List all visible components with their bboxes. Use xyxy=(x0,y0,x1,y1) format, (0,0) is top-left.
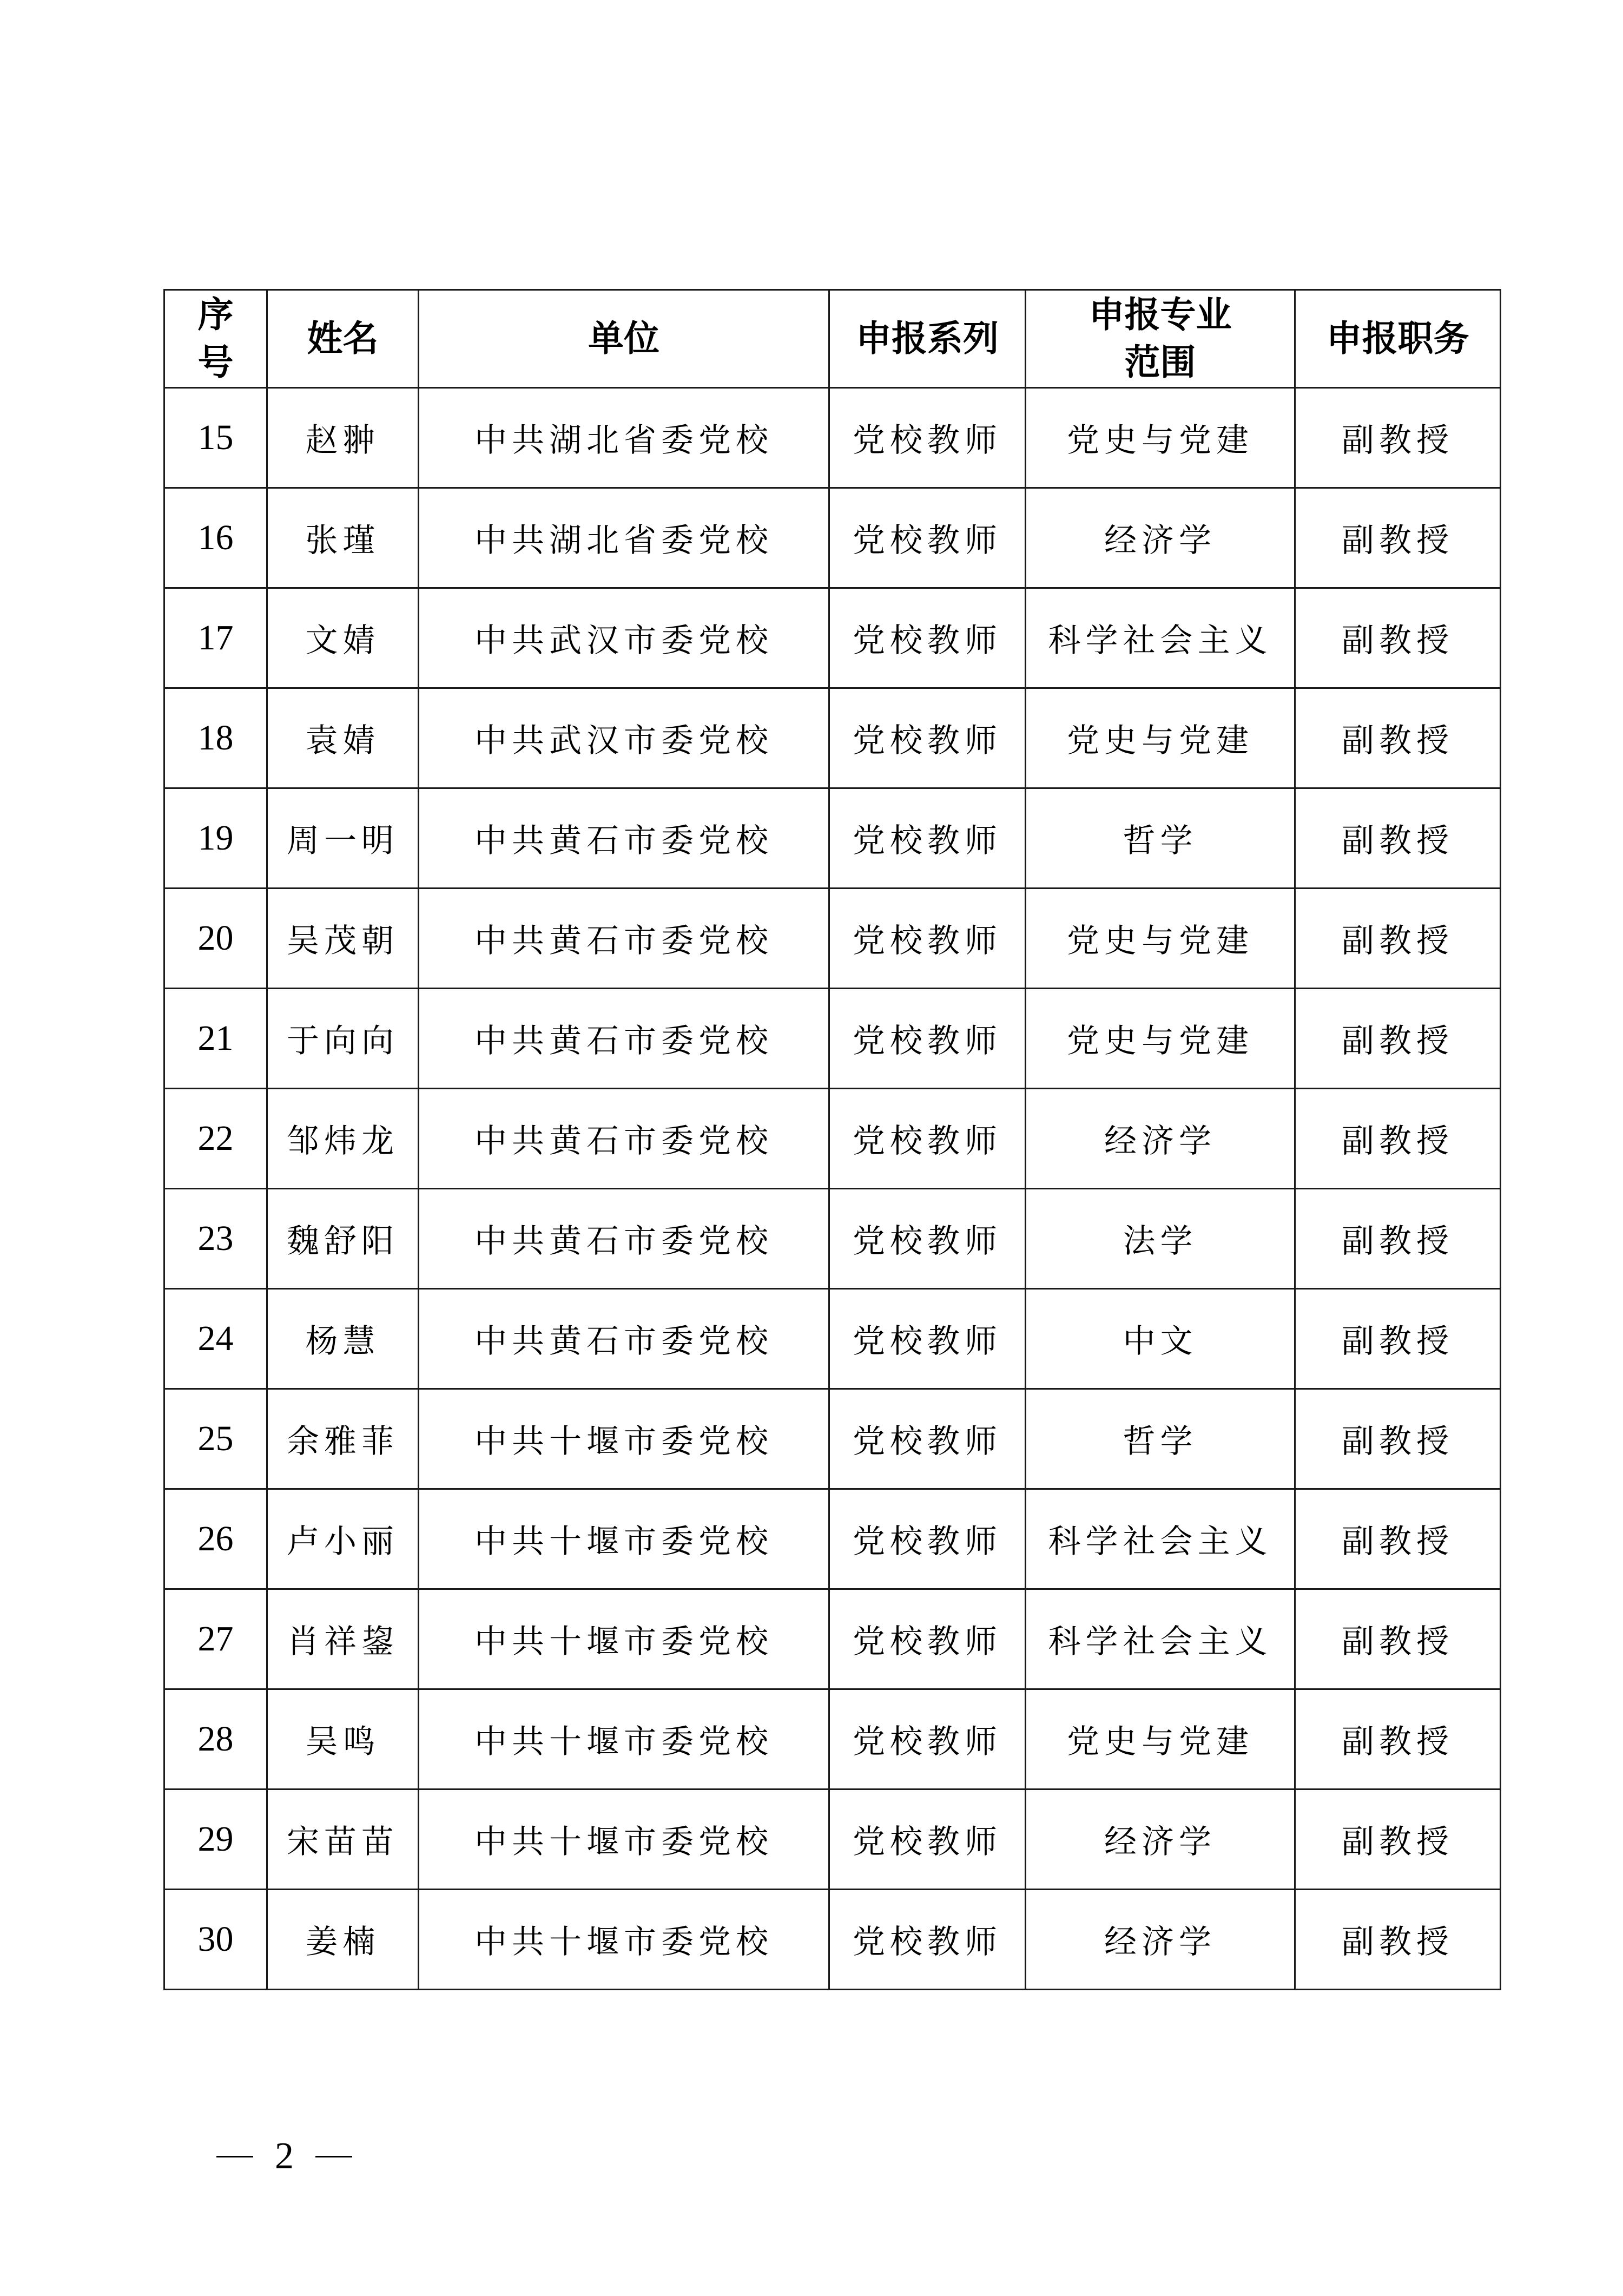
cell-name: 宋苗苗 xyxy=(267,1790,419,1890)
cell-title: 副教授 xyxy=(1295,989,1501,1089)
cell-series: 党校教师 xyxy=(829,1890,1026,1990)
cell-specialty: 哲学 xyxy=(1026,788,1295,889)
cell-seq: 20 xyxy=(164,889,267,989)
cell-title: 副教授 xyxy=(1295,388,1501,488)
cell-unit: 中共湖北省委党校 xyxy=(419,388,829,488)
cell-unit: 中共十堰市委党校 xyxy=(419,1689,829,1790)
cell-title: 副教授 xyxy=(1295,1589,1501,1689)
header-seq: 序 号 xyxy=(164,290,267,388)
cell-name: 文婧 xyxy=(267,588,419,688)
cell-name: 于向向 xyxy=(267,989,419,1089)
cell-specialty: 党史与党建 xyxy=(1026,688,1295,788)
cell-seq: 24 xyxy=(164,1289,267,1389)
table-row xyxy=(164,1790,1501,1890)
table-row xyxy=(164,1289,1501,1389)
cell-specialty: 科学社会主义 xyxy=(1026,1589,1295,1689)
cell-specialty: 党史与党建 xyxy=(1026,388,1295,488)
cell-title: 副教授 xyxy=(1295,1489,1501,1589)
cell-series: 党校教师 xyxy=(829,488,1026,588)
cell-title: 副教授 xyxy=(1295,1089,1501,1189)
cell-unit: 中共黄石市委党校 xyxy=(419,989,829,1089)
cell-unit: 中共黄石市委党校 xyxy=(419,1089,829,1189)
cell-unit: 中共黄石市委党校 xyxy=(419,1189,829,1289)
table-row xyxy=(164,788,1501,889)
header-title: 申报职务 xyxy=(1295,290,1501,388)
cell-specialty: 党史与党建 xyxy=(1026,989,1295,1089)
cell-series: 党校教师 xyxy=(829,989,1026,1089)
table-body xyxy=(164,388,1501,1990)
cell-series: 党校教师 xyxy=(829,1589,1026,1689)
header-series: 申报系列 xyxy=(829,290,1026,388)
cell-series: 党校教师 xyxy=(829,588,1026,688)
table-row xyxy=(164,1890,1501,1990)
cell-title: 副教授 xyxy=(1295,1890,1501,1990)
page-number-value: 2 xyxy=(275,2135,294,2177)
cell-name: 邹炜龙 xyxy=(267,1089,419,1189)
table-row xyxy=(164,1089,1501,1189)
cell-series: 党校教师 xyxy=(829,688,1026,788)
cell-title: 副教授 xyxy=(1295,588,1501,688)
table-row xyxy=(164,488,1501,588)
cell-unit: 中共十堰市委党校 xyxy=(419,1389,829,1489)
cell-seq: 17 xyxy=(164,588,267,688)
table-row xyxy=(164,889,1501,989)
cell-series: 党校教师 xyxy=(829,889,1026,989)
cell-unit: 中共黄石市委党校 xyxy=(419,788,829,889)
cell-series: 党校教师 xyxy=(829,1489,1026,1589)
cell-unit: 中共十堰市委党校 xyxy=(419,1489,829,1589)
cell-specialty: 经济学 xyxy=(1026,1890,1295,1990)
cell-name: 张瑾 xyxy=(267,488,419,588)
cell-unit: 中共武汉市委党校 xyxy=(419,688,829,788)
cell-seq: 26 xyxy=(164,1489,267,1589)
table-row xyxy=(164,688,1501,788)
cell-specialty: 经济学 xyxy=(1026,1790,1295,1890)
cell-unit: 中共湖北省委党校 xyxy=(419,488,829,588)
table-row xyxy=(164,1489,1501,1589)
cell-seq: 25 xyxy=(164,1389,267,1489)
cell-name: 赵翀 xyxy=(267,388,419,488)
cell-title: 副教授 xyxy=(1295,1790,1501,1890)
cell-title: 副教授 xyxy=(1295,488,1501,588)
cell-specialty: 法学 xyxy=(1026,1189,1295,1289)
cell-seq: 29 xyxy=(164,1790,267,1890)
applicant-table xyxy=(163,289,1501,1990)
cell-seq: 21 xyxy=(164,989,267,1089)
cell-series: 党校教师 xyxy=(829,1189,1026,1289)
cell-seq: 22 xyxy=(164,1089,267,1189)
table-row xyxy=(164,989,1501,1089)
table-row xyxy=(164,1689,1501,1790)
cell-seq: 30 xyxy=(164,1890,267,1990)
header-specialty: 申报专业 范围 xyxy=(1026,290,1295,388)
header-name: 姓名 xyxy=(267,290,419,388)
cell-series: 党校教师 xyxy=(829,1790,1026,1890)
cell-name: 余雅菲 xyxy=(267,1389,419,1489)
table-row xyxy=(164,588,1501,688)
cell-title: 副教授 xyxy=(1295,1289,1501,1389)
header-unit: 单位 xyxy=(419,290,829,388)
cell-name: 杨慧 xyxy=(267,1289,419,1389)
cell-series: 党校教师 xyxy=(829,1089,1026,1189)
cell-unit: 中共十堰市委党校 xyxy=(419,1890,829,1990)
cell-name: 肖祥鋆 xyxy=(267,1589,419,1689)
cell-specialty: 党史与党建 xyxy=(1026,1689,1295,1790)
cell-title: 副教授 xyxy=(1295,1689,1501,1790)
cell-specialty: 经济学 xyxy=(1026,1089,1295,1189)
cell-specialty: 哲学 xyxy=(1026,1389,1295,1489)
cell-specialty: 科学社会主义 xyxy=(1026,1489,1295,1589)
cell-name: 周一明 xyxy=(267,788,419,889)
cell-seq: 15 xyxy=(164,388,267,488)
cell-name: 姜楠 xyxy=(267,1890,419,1990)
cell-seq: 28 xyxy=(164,1689,267,1790)
cell-name: 吴茂朝 xyxy=(267,889,419,989)
cell-unit: 中共黄石市委党校 xyxy=(419,889,829,989)
cell-specialty: 中文 xyxy=(1026,1289,1295,1389)
cell-series: 党校教师 xyxy=(829,1289,1026,1389)
table-row xyxy=(164,1189,1501,1289)
cell-title: 副教授 xyxy=(1295,889,1501,989)
cell-unit: 中共武汉市委党校 xyxy=(419,588,829,688)
cell-title: 副教授 xyxy=(1295,788,1501,889)
cell-title: 副教授 xyxy=(1295,1189,1501,1289)
cell-seq: 18 xyxy=(164,688,267,788)
cell-series: 党校教师 xyxy=(829,1689,1026,1790)
cell-specialty: 经济学 xyxy=(1026,488,1295,588)
cell-seq: 23 xyxy=(164,1189,267,1289)
cell-name: 袁婧 xyxy=(267,688,419,788)
table-header-row xyxy=(164,290,1501,388)
cell-name: 魏舒阳 xyxy=(267,1189,419,1289)
cell-series: 党校教师 xyxy=(829,388,1026,488)
table-row xyxy=(164,388,1501,488)
cell-unit: 中共黄石市委党校 xyxy=(419,1289,829,1389)
cell-series: 党校教师 xyxy=(829,1389,1026,1489)
cell-seq: 16 xyxy=(164,488,267,588)
cell-specialty: 科学社会主义 xyxy=(1026,588,1295,688)
cell-seq: 19 xyxy=(164,788,267,889)
table-row xyxy=(164,1589,1501,1689)
cell-specialty: 党史与党建 xyxy=(1026,889,1295,989)
dash-right xyxy=(315,2156,352,2157)
dash-left xyxy=(216,2156,253,2157)
cell-unit: 中共十堰市委党校 xyxy=(419,1790,829,1890)
cell-seq: 27 xyxy=(164,1589,267,1689)
cell-title: 副教授 xyxy=(1295,688,1501,788)
cell-name: 吴鸣 xyxy=(267,1689,419,1790)
cell-name: 卢小丽 xyxy=(267,1489,419,1589)
cell-unit: 中共十堰市委党校 xyxy=(419,1589,829,1689)
page-number xyxy=(216,2135,352,2178)
table-row xyxy=(164,1389,1501,1489)
cell-series: 党校教师 xyxy=(829,788,1026,889)
cell-title: 副教授 xyxy=(1295,1389,1501,1489)
